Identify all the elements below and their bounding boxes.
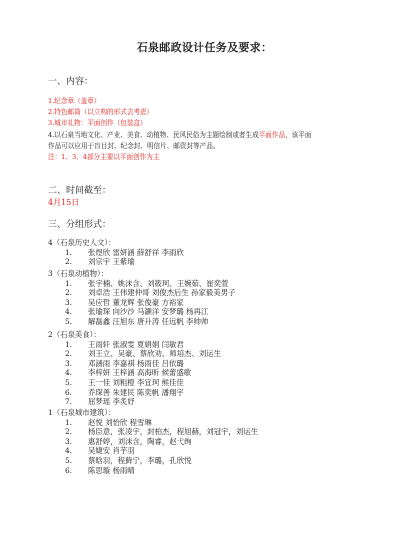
list-item <box>48 317 235 327</box>
group-heading: 1（石泉城市建筑）： <box>48 408 116 417</box>
list-names: 吴应哲 董龙辉 张俊豪 方裕家 <box>88 297 184 307</box>
deadline-date: 4月15日 <box>48 198 80 207</box>
item-label: 城市礼物： <box>54 119 88 128</box>
list-names: 张宇楠、姚沫含、刘筱珂、王婉茹、崔奕萱 <box>88 278 229 288</box>
list-names: 刘宗宇 王紫瑜 <box>88 257 135 267</box>
list-names: 赵悦 刘怡欣 程雪琳 <box>88 417 152 427</box>
list-item <box>48 397 221 407</box>
list-number: 5. <box>64 377 72 387</box>
list-item <box>48 368 221 378</box>
content-item-4-line-2: 作品可以应用于盲目封、纪念封、明信片、邮资封等产品。 <box>48 141 220 150</box>
list-item <box>48 466 258 476</box>
section-1-heading: 一、内容： <box>48 77 94 87</box>
list-number: 2. <box>64 288 72 298</box>
list-names: 陈思璇 杨雨晴 <box>88 465 135 475</box>
section-2-heading: 二、时间截至： <box>48 186 112 196</box>
content-item-3 <box>48 118 378 129</box>
list-item <box>48 288 235 298</box>
list-item <box>48 388 221 398</box>
list-number: 1. <box>64 247 72 257</box>
page-title: 石泉邮政设计任务及要求： <box>136 41 273 54</box>
list-item <box>48 378 221 388</box>
list-item <box>48 446 258 456</box>
list-number: 2. <box>64 257 72 267</box>
content-item-2 <box>48 107 378 118</box>
list-names: 解磊鑫 汪旭东 唐升涛 任远帆 李帅帅 <box>88 316 209 326</box>
item-label: 纪念章（盖章） <box>54 97 101 105</box>
list-item <box>48 340 221 350</box>
list-number: 3. <box>64 358 72 368</box>
list-number: 6. <box>64 465 72 475</box>
item-number: 1. <box>48 97 55 105</box>
list-names: 邓涵雨 李嘉祺 杨雨佳 吕依璐 <box>88 358 184 368</box>
section-1-content <box>48 96 378 163</box>
section-3-heading: 三、分组形式： <box>48 220 112 230</box>
list-names: 惠舒婷，刘沫含，陶睿，赵弋绚 <box>88 436 192 446</box>
list-item <box>48 427 258 437</box>
list-names: 李梓妍 王梓涵 高海昕 候蕾盛歌 <box>88 368 192 378</box>
list-number: 1. <box>64 339 72 349</box>
item-label: 特色邮筒 <box>54 108 81 117</box>
group-heading: 2（石泉美食）： <box>48 330 101 339</box>
list-item <box>48 437 258 447</box>
list-number: 2. <box>64 349 72 359</box>
list-number: 1. <box>64 278 72 288</box>
list-names: 吴婕安 肖芋羽 <box>88 446 135 456</box>
list-number: 3. <box>64 297 72 307</box>
item-4-text-a: 4.以石泉当地文化、产业、美食、动植物、民风民俗为主题绘制或者生成 <box>48 130 259 139</box>
list-number: 3. <box>64 436 72 446</box>
content-item-1 <box>48 96 378 107</box>
list-item <box>48 359 221 369</box>
list-number: 4. <box>64 368 72 378</box>
list-item <box>48 298 235 308</box>
item-4-text-b: ，该平面 <box>285 130 312 139</box>
list-item <box>48 418 258 428</box>
content-item-4-line-1 <box>48 130 378 141</box>
item-number: 2. <box>48 108 55 117</box>
item-note: （以立构的形式去考虑） <box>80 108 154 117</box>
list-number: 4. <box>64 446 72 456</box>
content-note: 注：1、3、4部分主要以平面创作为主 <box>48 153 160 162</box>
list-number: 4. <box>64 307 72 317</box>
list-item <box>48 248 184 258</box>
group-heading: 3（石泉动植物）： <box>48 269 109 278</box>
list-names: 屈梦瑶 李炙妤 <box>88 397 135 407</box>
list-number: 6. <box>64 387 72 397</box>
group-flora-fauna <box>48 269 235 327</box>
list-number: 1. <box>64 417 72 427</box>
list-item <box>48 456 258 466</box>
list-names: 王一佳 刘粗橙 李宜珂 熊佳佳 <box>88 377 184 387</box>
list-names: 乔琛善 朱建民 陈奕帆 潘翔宇 <box>88 387 184 397</box>
list-names: 刘卓浩 王伟建仲哥 刘俊杰后生 孙家毅美男子 <box>88 288 236 298</box>
item-label-2: 平面创作 <box>87 119 114 128</box>
list-names: 刘王立、吴豪、蔡欣劝、师培杰、刘运生 <box>88 349 222 359</box>
group-heading: 4（石泉历史人文）： <box>48 238 116 247</box>
group-architecture <box>48 408 258 475</box>
list-number: 5. <box>64 455 72 465</box>
item-4-highlight: 平面作品 <box>258 130 286 139</box>
list-names: 杨臣意，张凌宇，封柏杰，程旭赫，刘冠宇，刘运生 <box>88 427 258 437</box>
list-names: 蔡晗羽，程藓宁，李璐，孔欣悦 <box>88 455 192 465</box>
item-number: 3. <box>48 119 55 128</box>
list-item <box>48 279 235 289</box>
list-names: 张煜欣 雷妍涵 薛舒祥 李雨欣 <box>88 247 184 257</box>
list-names: 王雨轩 张淑雯 夏娟娟 闫敏君 <box>88 339 184 349</box>
list-number: 5. <box>64 316 72 326</box>
list-number: 7. <box>64 397 72 407</box>
group-history <box>48 238 184 267</box>
list-number: 2. <box>64 427 72 437</box>
group-food <box>48 330 221 407</box>
list-item <box>48 257 184 267</box>
list-names: 张瑜琛 向沙沙 马灏洋 安梦璐 杨再江 <box>88 307 209 317</box>
list-item <box>48 307 235 317</box>
list-item <box>48 349 221 359</box>
item-note: （包装盒） <box>113 119 147 128</box>
